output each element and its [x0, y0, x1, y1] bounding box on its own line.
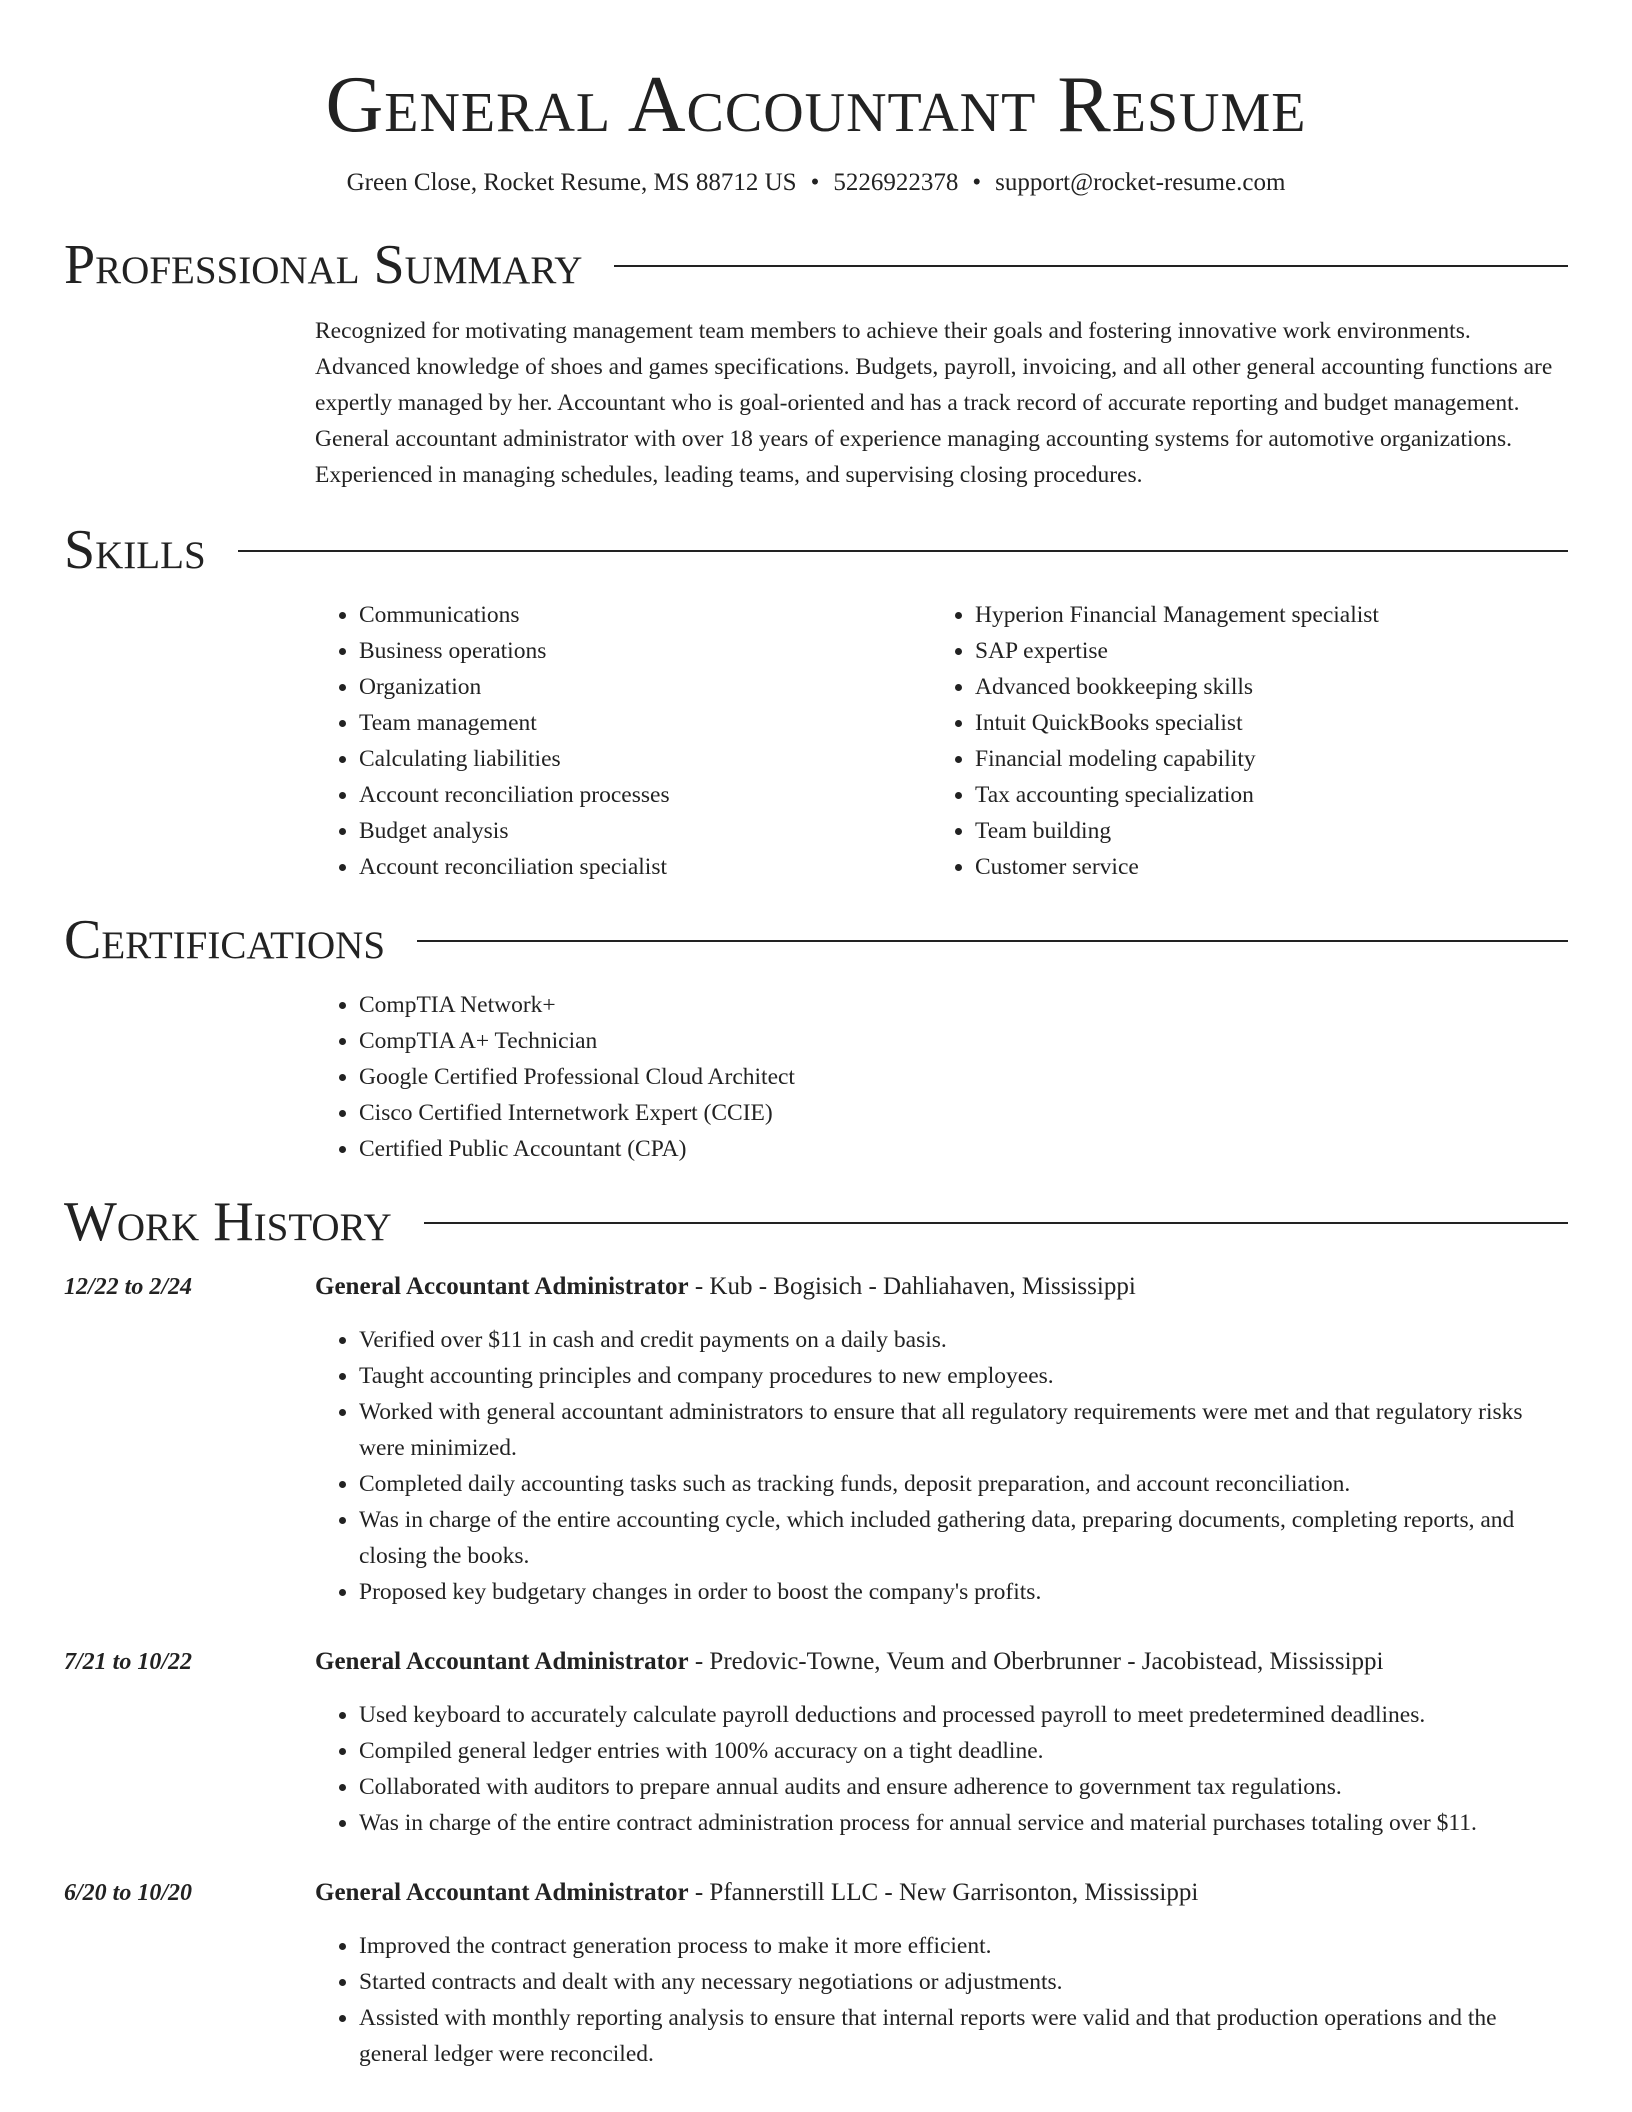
job-bullet: • Was in charge of the entire contract administration process for annual service and material purchases totaling over $11. — [359, 1805, 1568, 1841]
certifications-section-heading — [64, 909, 1568, 971]
job-bullet: • Completed daily accounting tasks such as tracking funds, deposit preparation, and account reconciliation. — [359, 1466, 1568, 1502]
job-bullets — [315, 1928, 1568, 2072]
skill-item: • Budget analysis — [359, 813, 931, 849]
job-details: - Pfannerstill LLC - New Garrisonton, Mississippi — [688, 1879, 1199, 1906]
summary-text: Recognized for motivating management team members to achieve their goals and fostering innovative work environments. Advanced knowledge of shoes and games specifications. Budgets, payroll, invoicing, and all other general accounting functions are expertly managed by her. Accountant who is goal-oriented and has a track record of accurate reporting and budget management. General accountant administrator with over 18 years of experience managing accounting systems for automotive organizations. Experienced in managing schedules, leading teams, and supervising closing procedures. — [315, 318, 1553, 488]
job-role: General Accountant Administrator — [315, 1273, 689, 1300]
skill-item: • Account reconciliation processes — [359, 777, 931, 813]
certification-item: • CompTIA A+ Technician — [359, 1023, 1568, 1059]
job-bullet: • Collaborated with auditors to prepare annual audits and ensure adherence to government tax regulations. — [359, 1769, 1568, 1805]
certification-item: • Certified Public Accountant (CPA) — [359, 1131, 1568, 1167]
job-details: - Predovic-Towne, Veum and Oberbrunner - Jacobistead, Mississippi — [688, 1648, 1384, 1675]
contact-address: Green Close, Rocket Resume, MS 88712 US — [346, 169, 797, 196]
job-dates: 12/22 to 2/24 — [64, 1274, 193, 1300]
skill-item: • Organization — [359, 669, 931, 705]
skill-item: • Account reconciliation specialist — [359, 849, 931, 885]
job-bullet: • Started contracts and dealt with any necessary negotiations or adjustments. — [359, 1964, 1568, 2000]
skill-item: • Team building — [975, 813, 1547, 849]
skill-item: • Business operations — [359, 633, 931, 669]
job-bullet: • Verified over $11 in cash and credit payments on a daily basis. — [359, 1322, 1568, 1358]
job-bullet: • Proposed key budgetary changes in order to boost the company's profits. — [359, 1574, 1568, 1610]
skill-item: • Financial modeling capability — [975, 741, 1547, 777]
skill-item: • Calculating liabilities — [359, 741, 931, 777]
job-dates: 6/20 to 10/20 — [64, 1880, 193, 1906]
job-details: - Kub - Bogisich - Dahliahaven, Mississippi — [688, 1273, 1136, 1300]
summary-body — [315, 313, 1568, 493]
skills-section-heading — [64, 519, 1568, 581]
skills-title: Skills — [64, 519, 206, 581]
certification-item: • CompTIA Network+ — [359, 987, 1568, 1023]
skill-item: • Communications — [359, 597, 931, 633]
skill-item: • Advanced bookkeeping skills — [975, 669, 1547, 705]
job-bullet: • Improved the contract generation process to make it more efficient. — [359, 1928, 1568, 1964]
job-role: General Accountant Administrator — [315, 1648, 689, 1675]
job-bullets — [315, 1697, 1568, 1841]
job-bullet: • Assisted with monthly reporting analysis to ensure that internal reports were valid and that production operations and the general ledger were reconciled. — [359, 2000, 1568, 2072]
skills-column-right — [931, 597, 1547, 885]
section-rule — [238, 550, 1568, 552]
contact-email: support@rocket-resume.com — [995, 169, 1286, 196]
resume-title: General Accountant Resume — [325, 61, 1307, 149]
certifications-title: Certifications — [64, 909, 386, 971]
contact-separator: • — [810, 169, 820, 196]
work-history-title: Work History — [64, 1191, 392, 1253]
job-bullet: • Used keyboard to accurately calculate payroll deductions and processed payroll to meet predetermined deadlines. — [359, 1697, 1568, 1733]
job-bullet: • Taught accounting principles and company procedures to new employees. — [359, 1358, 1568, 1394]
section-rule — [417, 940, 1568, 942]
skill-item: • Customer service — [975, 849, 1547, 885]
contact-line — [64, 166, 1568, 200]
section-rule — [614, 265, 1568, 267]
job-role: General Accountant Administrator — [315, 1879, 689, 1906]
job-title-line — [315, 1875, 1568, 1911]
section-rule — [424, 1222, 1568, 1224]
skill-item: • SAP expertise — [975, 633, 1547, 669]
skills-list — [315, 597, 1568, 885]
contact-separator: • — [972, 169, 982, 196]
job-entry — [64, 1269, 1568, 1610]
job-bullets — [315, 1322, 1568, 1610]
certification-item: • Cisco Certified Internetwork Expert (CCIE) — [359, 1095, 1568, 1131]
certification-item: • Google Certified Professional Cloud Architect — [359, 1059, 1568, 1095]
skill-item: • Hyperion Financial Management specialist — [975, 597, 1547, 633]
skill-item: • Intuit QuickBooks specialist — [975, 705, 1547, 741]
job-bullet: • Worked with general accountant administrators to ensure that all regulatory requirements were met and that regulatory risks were minimized. — [359, 1394, 1568, 1466]
job-bullet: • Compiled general ledger entries with 100% accuracy on a tight deadline. — [359, 1733, 1568, 1769]
job-entry — [64, 1644, 1568, 1841]
job-bullet: • Was in charge of the entire accounting cycle, which included gathering data, preparing documents, completing reports, and closing the books. — [359, 1502, 1568, 1574]
skill-item: • Team management — [359, 705, 931, 741]
job-dates: 7/21 to 10/22 — [64, 1649, 193, 1675]
skills-column-left — [315, 597, 931, 885]
skill-item: • Tax accounting specialization — [975, 777, 1547, 813]
summary-title: Professional Summary — [64, 234, 583, 296]
work-history-section-heading — [64, 1191, 1568, 1253]
job-title-line — [315, 1269, 1568, 1305]
job-title-line — [315, 1644, 1568, 1680]
certifications-list — [315, 987, 1568, 1167]
job-entry — [64, 1875, 1568, 2072]
contact-phone: 5226922378 — [833, 169, 959, 196]
summary-section-heading — [64, 234, 1568, 296]
